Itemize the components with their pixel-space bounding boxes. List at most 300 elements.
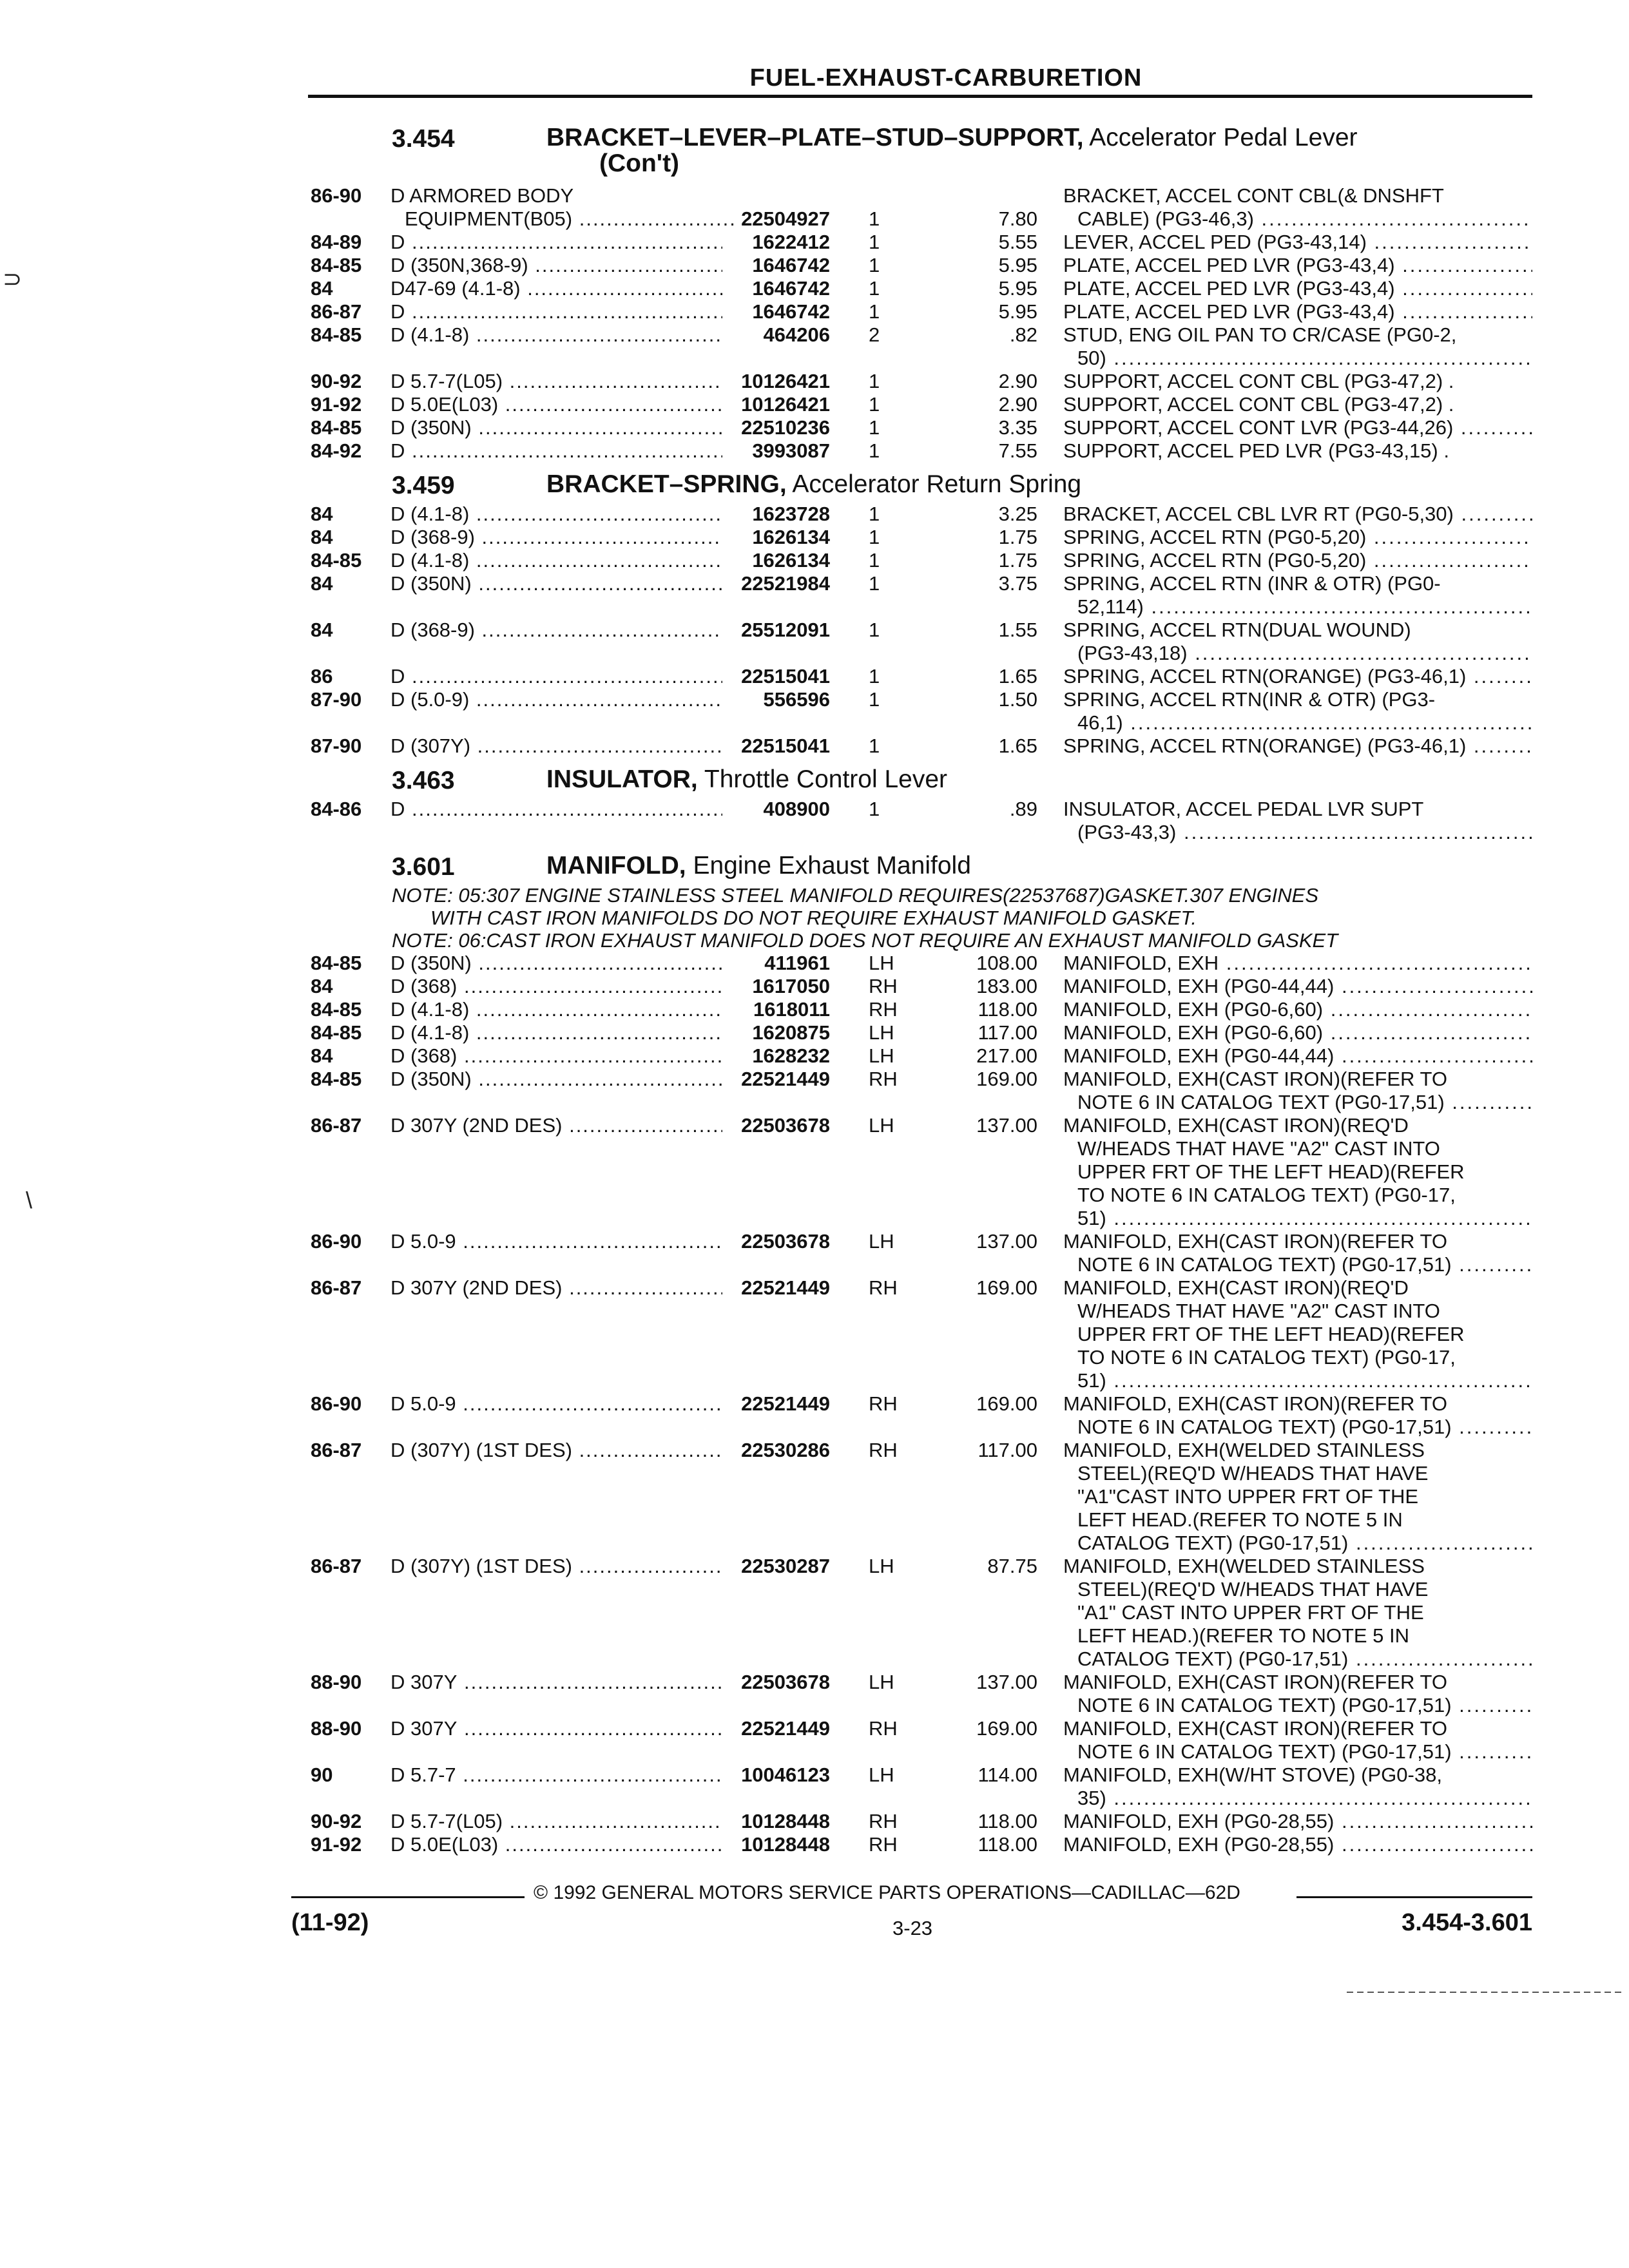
part-row (308, 1392, 1532, 1439)
price: 137.00 (976, 1230, 1037, 1253)
part-number: 22510236 (741, 416, 830, 439)
price: 117.00 (978, 1021, 1037, 1044)
section-title-rest: Accelerator Pedal Lever (1083, 124, 1358, 151)
part-name (1063, 254, 1532, 277)
price: 87.75 (987, 1555, 1037, 1577)
part-name (1063, 184, 1532, 231)
model-years: 91-92 (311, 393, 362, 416)
page-number: 3-23 (892, 1917, 933, 1939)
part-name-line: MANIFOLD, EXH(W/HT STOVE) (PG0-38, (1063, 1763, 1442, 1786)
price: 2.90 (998, 393, 1037, 416)
part-name (1063, 503, 1532, 526)
price: 169.00 (976, 1276, 1037, 1299)
section-title-bold: BRACKET–SPRING, (546, 470, 787, 498)
part-row (308, 1230, 1532, 1276)
part-name (1063, 998, 1532, 1021)
price: 118.00 (978, 998, 1037, 1021)
part-row (308, 1763, 1532, 1810)
quantity: RH (869, 1392, 898, 1415)
part-row (308, 619, 1532, 665)
model-years: 88-90 (311, 1717, 362, 1740)
model-years: 86-90 (311, 1230, 362, 1253)
price: 7.55 (998, 439, 1037, 462)
part-name-line: MANIFOLD, EXH(CAST IRON)(REFER TO (1063, 1392, 1447, 1415)
price: .89 (1009, 798, 1037, 820)
part-name (1063, 370, 1532, 393)
part-name-line: NOTE 6 IN CATALOG TEXT) (PG0-17,51) ..... (1063, 1740, 1532, 1763)
part-number: 1628232 (752, 1044, 830, 1067)
quantity: 1 (869, 572, 880, 595)
part-name (1063, 1114, 1532, 1230)
part-row (308, 300, 1532, 323)
part-name-line: UPPER FRT OF THE LEFT HEAD)(REFER (1077, 1160, 1465, 1183)
quantity: RH (869, 1717, 898, 1740)
quantity: 1 (869, 277, 880, 300)
part-name-line: MANIFOLD, EXH(CAST IRON)(REFER TO (1063, 1717, 1447, 1740)
price: 3.25 (998, 503, 1037, 525)
part-name-line: LEFT HEAD.(REFER TO NOTE 5 IN (1077, 1508, 1403, 1531)
model-description: D 5.7-7 ..... (390, 1763, 722, 1787)
quantity: 2 (869, 323, 880, 346)
model-description: D (368) ..... (390, 975, 722, 998)
part-row (308, 526, 1532, 549)
section-title (546, 472, 1532, 497)
part-row (308, 688, 1532, 735)
model-years: 86-87 (311, 1439, 362, 1461)
part-name-line: (PG3-43,3) ..... (1063, 821, 1532, 844)
model-description: D 5.0E(L03) ..... (390, 393, 722, 416)
section-title-bold: MANIFOLD, (546, 852, 686, 879)
part-number: 10126421 (741, 393, 830, 416)
part-name-line: CATALOG TEXT) (PG0-17,51) ..... (1063, 1648, 1532, 1671)
part-number: 3993087 (752, 439, 830, 462)
part-name-line: UPPER FRT OF THE LEFT HEAD)(REFER (1077, 1323, 1465, 1345)
part-name (1063, 735, 1532, 758)
quantity: 1 (869, 688, 880, 711)
part-name-line: NOTE 6 IN CATALOG TEXT) (PG0-17,51) ..... (1063, 1694, 1532, 1717)
model-description: D (368-9) ..... (390, 526, 722, 549)
section-title-continued: (Con't) (599, 149, 680, 177)
part-row (308, 416, 1532, 439)
part-name-line: 35) ..... (1063, 1787, 1532, 1810)
model-description: D ..... (390, 231, 722, 254)
quantity: 1 (869, 549, 880, 572)
model-years: 84-85 (311, 1068, 362, 1090)
section-title (546, 125, 1532, 177)
price: 3.35 (998, 416, 1037, 439)
part-name-line: NOTE 6 IN CATALOG TEXT) (PG0-17,51) ..... (1063, 1416, 1532, 1439)
model-description: D (4.1-8) ..... (390, 323, 722, 347)
part-name-line: 51) ..... (1063, 1207, 1532, 1230)
price: 1.50 (998, 688, 1037, 711)
model-description: D (368-9) ..... (390, 619, 722, 642)
section-heading (308, 469, 1532, 503)
footer-rule-left (291, 1896, 525, 1898)
part-name (1063, 1392, 1532, 1439)
quantity: LH (869, 952, 894, 974)
part-name-line: MANIFOLD, EXH(WELDED STAINLESS (1063, 1555, 1425, 1577)
price: 169.00 (976, 1392, 1037, 1415)
section-title-bold: INSULATOR, (546, 765, 698, 793)
model-years: 87-90 (311, 688, 362, 711)
model-years: 84-85 (311, 323, 362, 346)
part-number: 25512091 (741, 619, 830, 641)
part-name-line: MANIFOLD, EXH(WELDED STAINLESS (1063, 1439, 1425, 1461)
section-number: 3.601 (392, 853, 455, 881)
part-name (1063, 1276, 1532, 1392)
part-name-line: SPRING, ACCEL RTN (INR & OTR) (PG0- (1063, 572, 1441, 595)
price: 1.65 (998, 665, 1037, 687)
model-years: 86-87 (311, 1555, 362, 1577)
part-name-line: BRACKET, ACCEL CONT CBL(& DNSHFT (1063, 184, 1444, 207)
model-years: 84 (311, 975, 333, 997)
section-title-rest: Accelerator Return Spring (786, 470, 1082, 498)
part-name (1063, 1021, 1532, 1044)
quantity: 1 (869, 735, 880, 757)
part-name-line: TO NOTE 6 IN CATALOG TEXT) (PG0-17, (1077, 1346, 1456, 1369)
part-number: 22530286 (741, 1439, 830, 1461)
model-description: D (350N,368-9) ..... (390, 254, 722, 277)
model-description: D 5.0-9 ..... (390, 1230, 722, 1253)
section-heading (308, 764, 1532, 798)
part-name (1063, 1230, 1532, 1276)
section-heading (308, 122, 1532, 184)
part-row (308, 998, 1532, 1021)
model-years: 84-85 (311, 416, 362, 439)
model-description: D 307Y (2ND DES) ..... (390, 1114, 722, 1137)
model-description: D (4.1-8) ..... (390, 549, 722, 572)
part-number: 1618011 (753, 998, 830, 1021)
page-title: FUEL-EXHAUST-CARBURETION (749, 64, 1142, 91)
model-description-cont: EQUIPMENT(B05) ..... (405, 207, 737, 231)
model-description: D (4.1-8) ..... (390, 998, 722, 1021)
part-number: 22521449 (741, 1392, 830, 1415)
part-name (1063, 416, 1532, 439)
part-name-line: SPRING, ACCEL RTN(DUAL WOUND) (1063, 619, 1411, 641)
quantity: LH (869, 1555, 894, 1577)
section-title-rest: Throttle Control Lever (697, 765, 948, 793)
model-description: D ..... (390, 439, 722, 463)
part-name-line: MANIFOLD, EXH(CAST IRON)(REQ'D (1063, 1114, 1409, 1137)
part-name (1063, 1717, 1532, 1763)
part-number: 1617050 (752, 975, 830, 997)
section-title (546, 767, 1532, 793)
quantity: LH (869, 1763, 894, 1786)
part-number: 10126421 (741, 370, 830, 392)
part-name-line: STUD, ENG OIL PAN TO CR/CASE (PG0-2, (1063, 323, 1457, 346)
part-name (1063, 300, 1532, 323)
price: 137.00 (976, 1671, 1037, 1693)
section-number: 3.463 (392, 767, 455, 794)
section-title-rest: Engine Exhaust Manifold (686, 852, 971, 879)
part-name (1063, 975, 1532, 998)
part-name-line: NOTE 6 IN CATALOG TEXT) (PG0-17,51) ..... (1063, 1253, 1532, 1276)
quantity: RH (869, 1833, 898, 1856)
part-name (1063, 798, 1532, 844)
quantity: 1 (869, 370, 880, 392)
part-row (308, 393, 1532, 416)
section-heading (308, 850, 1532, 884)
part-number: 22530287 (741, 1555, 830, 1577)
quantity: 1 (869, 393, 880, 416)
part-name-line: 52,114) ..... (1063, 595, 1532, 619)
part-name (1063, 619, 1532, 665)
model-description: D (307Y) (1ST DES) ..... (390, 1439, 722, 1462)
part-name-line: MANIFOLD, EXH (PG0-44,44) ..... (1063, 975, 1532, 998)
quantity: 1 (869, 619, 880, 641)
part-number: 464206 (763, 323, 830, 346)
model-description: D 307Y ..... (390, 1717, 722, 1740)
part-row (308, 572, 1532, 619)
part-number: 22503678 (741, 1671, 830, 1693)
part-row (308, 975, 1532, 998)
quantity: LH (869, 1114, 894, 1137)
part-number: 22521449 (741, 1717, 830, 1740)
part-row (308, 1021, 1532, 1044)
model-years: 90 (311, 1763, 333, 1786)
part-name (1063, 439, 1532, 463)
part-name-line: SPRING, ACCEL RTN (PG0-5,20) ..... (1063, 549, 1532, 572)
price: 3.75 (998, 572, 1037, 595)
price: 118.00 (978, 1810, 1037, 1832)
quantity: LH (869, 1044, 894, 1067)
quantity: LH (869, 1021, 894, 1044)
quantity: RH (869, 1068, 898, 1090)
part-number: 22503678 (741, 1114, 830, 1137)
model-description: D ..... (390, 300, 722, 323)
binder-hole-mark: ⊃ (3, 265, 23, 292)
part-row (308, 277, 1532, 300)
part-name (1063, 1810, 1532, 1833)
model-years: 84-89 (311, 231, 362, 253)
part-name-line: 46,1) ..... (1063, 711, 1532, 735)
part-number: 1646742 (752, 277, 830, 300)
part-name-line: MANIFOLD, EXH (PG0-6,60) ..... (1063, 998, 1532, 1021)
part-row (308, 1068, 1532, 1114)
part-number: 22521449 (741, 1068, 830, 1090)
section-number: 3.454 (392, 125, 455, 153)
price: 169.00 (976, 1068, 1037, 1090)
model-description: D (350N) ..... (390, 572, 722, 595)
part-number: 1646742 (752, 254, 830, 276)
part-name (1063, 688, 1532, 735)
part-row (308, 1810, 1532, 1833)
part-row (308, 503, 1532, 526)
model-description: D (350N) ..... (390, 416, 722, 439)
part-name-line: SUPPORT, ACCEL PED LVR (PG3-43,15) . (1063, 439, 1449, 462)
model-description: D 307Y (2ND DES) ..... (390, 1276, 722, 1300)
part-name-line: MANIFOLD, EXH (PG0-6,60) ..... (1063, 1021, 1532, 1044)
part-name-line: LEFT HEAD.)(REFER TO NOTE 5 IN (1077, 1624, 1410, 1647)
part-name-line: SPRING, ACCEL RTN(INR & OTR) (PG3- (1063, 688, 1436, 711)
quantity: RH (869, 975, 898, 997)
scan-artifact-line (1347, 1992, 1624, 1993)
section-note: NOTE: 06:CAST IRON EXHAUST MANIFOLD DOES NOT REQUIRE AN EXHAUST MANIFOLD GASKET (392, 929, 1338, 952)
model-years: 84 (311, 277, 333, 300)
quantity: 1 (869, 665, 880, 687)
part-name-line: SUPPORT, ACCEL CONT LVR (PG3-44,26) ..... (1063, 416, 1532, 439)
part-name-line: SUPPORT, ACCEL CONT CBL (PG3-47,2) . (1063, 370, 1454, 392)
model-years: 84-85 (311, 952, 362, 974)
part-name-line: MANIFOLD, EXH ..... (1063, 952, 1532, 975)
model-description: D 5.7-7(L05) ..... (390, 370, 722, 393)
model-years: 88-90 (311, 1671, 362, 1693)
model-description: D 307Y ..... (390, 1671, 722, 1694)
part-name (1063, 665, 1532, 688)
part-number: 10128448 (741, 1810, 830, 1832)
part-row (308, 1114, 1532, 1230)
part-name-line: "A1"CAST INTO UPPER FRT OF THE (1077, 1485, 1419, 1508)
model-description: D (4.1-8) ..... (390, 1021, 722, 1044)
part-name-line: SUPPORT, ACCEL CONT CBL (PG3-47,2) . (1063, 393, 1454, 416)
part-name (1063, 526, 1532, 549)
part-number: 556596 (763, 688, 830, 711)
part-name (1063, 323, 1532, 370)
part-number: 1620875 (752, 1021, 830, 1044)
scan-mark: \ (26, 1187, 33, 1213)
part-row (308, 952, 1532, 975)
price: 1.65 (998, 735, 1037, 757)
parts-listing (308, 122, 1532, 1856)
price: 2.90 (998, 370, 1037, 392)
part-row (308, 549, 1532, 572)
part-name (1063, 393, 1532, 416)
part-name-line: W/HEADS THAT HAVE "A2" CAST INTO (1077, 1300, 1440, 1322)
part-name-line: W/HEADS THAT HAVE "A2" CAST INTO (1077, 1137, 1440, 1160)
part-name-line: MANIFOLD, EXH(CAST IRON)(REFER TO (1063, 1671, 1447, 1693)
model-description: D 5.0E(L03) ..... (390, 1833, 722, 1856)
price: 183.00 (976, 975, 1037, 997)
price: 169.00 (976, 1717, 1037, 1740)
part-name (1063, 549, 1532, 572)
part-row (308, 1276, 1532, 1392)
section-title (546, 853, 1532, 879)
price: 118.00 (978, 1833, 1037, 1856)
part-row (308, 1555, 1532, 1671)
part-name-line: SPRING, ACCEL RTN (PG0-5,20) ..... (1063, 526, 1532, 549)
model-description: D (307Y) ..... (390, 735, 722, 758)
model-description: D ..... (390, 798, 722, 821)
part-number: 22515041 (741, 735, 830, 757)
part-name-line: SPRING, ACCEL RTN(ORANGE) (PG3-46,1) ..... (1063, 665, 1532, 688)
part-number: 1626134 (752, 549, 830, 572)
part-name (1063, 952, 1532, 975)
model-years: 84 (311, 1044, 333, 1067)
part-name-line: LEVER, ACCEL PED (PG3-43,14) ..... (1063, 231, 1532, 254)
part-number: 1623728 (752, 503, 830, 525)
part-number: 22503678 (741, 1230, 830, 1253)
model-years: 90-92 (311, 370, 362, 392)
model-years: 84-85 (311, 549, 362, 572)
part-name (1063, 1044, 1532, 1068)
quantity: 1 (869, 439, 880, 462)
model-description: D ..... (390, 665, 722, 688)
price: 117.00 (978, 1439, 1037, 1461)
part-row (308, 1671, 1532, 1717)
part-number: 1646742 (752, 300, 830, 323)
price: 1.75 (998, 549, 1037, 572)
part-name-line: PLATE, ACCEL PED LVR (PG3-43,4) ..... (1063, 254, 1532, 277)
part-name-line: MANIFOLD, EXH(CAST IRON)(REQ'D (1063, 1276, 1409, 1299)
model-description: D 5.0-9 ..... (390, 1392, 722, 1416)
part-name (1063, 277, 1532, 300)
model-years: 84-85 (311, 1021, 362, 1044)
revision-date: (11-92) (291, 1909, 369, 1936)
price: .82 (1009, 323, 1037, 346)
part-name-line: INSULATOR, ACCEL PEDAL LVR SUPT (1063, 798, 1424, 820)
quantity: RH (869, 1439, 898, 1461)
part-row (308, 1439, 1532, 1555)
part-name-line: CATALOG TEXT) (PG0-17,51) ..... (1063, 1532, 1532, 1555)
part-name-line: MANIFOLD, EXH (PG0-28,55) ..... (1063, 1810, 1532, 1833)
part-name-line: MANIFOLD, EXH(CAST IRON)(REFER TO (1063, 1068, 1447, 1090)
quantity: RH (869, 998, 898, 1021)
part-name (1063, 1833, 1532, 1856)
part-row (308, 1833, 1532, 1856)
part-row (308, 665, 1532, 688)
part-name (1063, 1555, 1532, 1671)
part-name-line: PLATE, ACCEL PED LVR (PG3-43,4) ..... (1063, 277, 1532, 300)
model-years: 84-85 (311, 254, 362, 276)
model-years: 86-87 (311, 1114, 362, 1137)
part-name-line: SPRING, ACCEL RTN(ORANGE) (PG3-46,1) ..... (1063, 735, 1532, 758)
part-name-line: PLATE, ACCEL PED LVR (PG3-43,4) ..... (1063, 300, 1532, 323)
model-years: 86-90 (311, 184, 362, 207)
model-years: 91-92 (311, 1833, 362, 1856)
model-description: D 5.7-7(L05) ..... (390, 1810, 722, 1833)
model-years: 86-90 (311, 1392, 362, 1415)
part-name (1063, 1068, 1532, 1114)
model-years: 87-90 (311, 735, 362, 757)
price: 5.55 (998, 231, 1037, 253)
part-number: 22521984 (741, 572, 830, 595)
part-name-line: "A1" CAST INTO UPPER FRT OF THE (1077, 1601, 1424, 1624)
quantity: LH (869, 1230, 894, 1253)
model-description: D47-69 (4.1-8) ..... (390, 277, 722, 300)
price: 7.80 (998, 207, 1037, 230)
part-name (1063, 231, 1532, 254)
part-row (308, 1717, 1532, 1763)
model-description: D (4.1-8) ..... (390, 503, 722, 526)
part-name (1063, 572, 1532, 619)
quantity: LH (869, 1671, 894, 1693)
part-number: 10046123 (741, 1763, 830, 1786)
quantity: RH (869, 1810, 898, 1832)
part-name-line: CABLE) (PG3-46,3) ..... (1063, 207, 1532, 231)
footer-rule-right (1296, 1896, 1532, 1898)
model-description: D (307Y) (1ST DES) ..... (390, 1555, 722, 1578)
part-name-line: MANIFOLD, EXH (PG0-44,44) ..... (1063, 1044, 1532, 1068)
part-number: 22504927 (741, 207, 830, 230)
section-note: WITH CAST IRON MANIFOLDS DO NOT REQUIRE EXHAUST MANIFOLD GASKET. (430, 907, 1197, 929)
model-years: 84-92 (311, 439, 362, 462)
part-row (308, 370, 1532, 393)
part-number: 1622412 (752, 231, 830, 253)
model-years: 84 (311, 526, 333, 548)
part-row (308, 1044, 1532, 1068)
section-number: 3.459 (392, 472, 455, 499)
part-name-line: BRACKET, ACCEL CBL LVR RT (PG0-5,30) ..... (1063, 503, 1532, 526)
part-name-line: STEEL)(REQ'D W/HEADS THAT HAVE (1077, 1578, 1429, 1600)
model-description: D (350N) ..... (390, 952, 722, 975)
model-years: 84 (311, 503, 333, 525)
part-number: 411961 (764, 952, 830, 974)
part-number: 10128448 (741, 1833, 830, 1856)
price: 108.00 (976, 952, 1037, 974)
part-name-line: 51) ..... (1063, 1369, 1532, 1392)
page-header (308, 64, 1532, 98)
part-name-line: STEEL)(REQ'D W/HEADS THAT HAVE (1077, 1462, 1429, 1485)
